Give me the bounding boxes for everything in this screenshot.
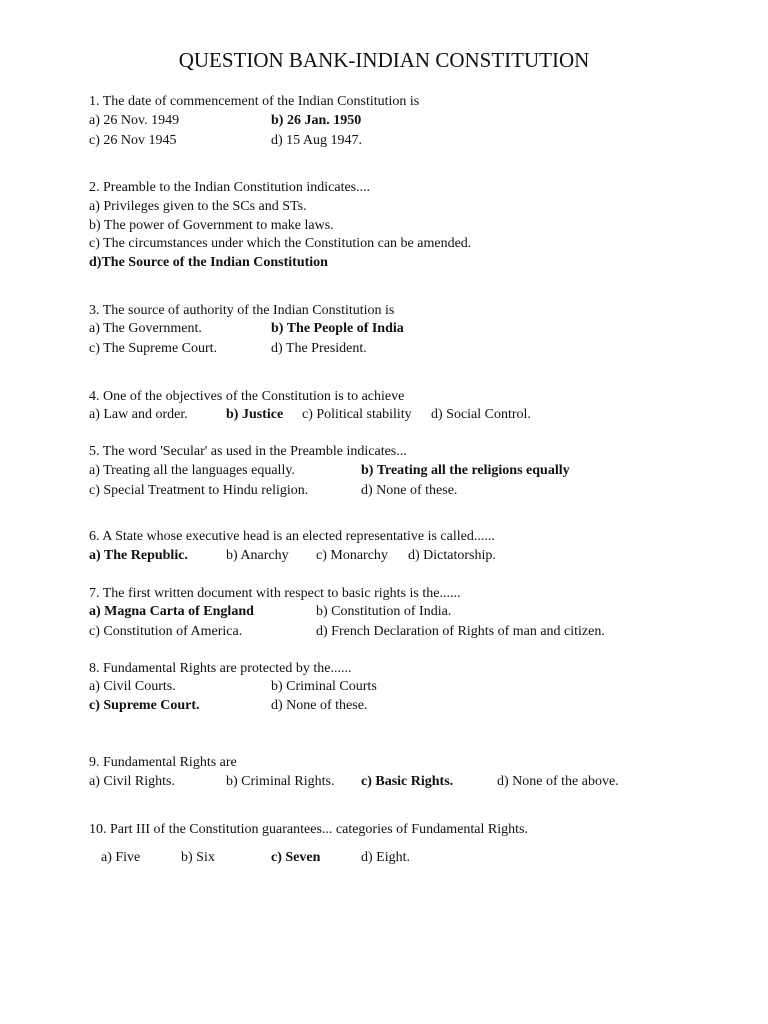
q8-question: 8. Fundamental Rights are protected by the...... — [89, 661, 352, 676]
q7-option-a-answer: a) Magna Carta of England — [89, 604, 254, 619]
q4-option-c: c) Political stability — [302, 407, 412, 422]
q8-option-c-answer: c) Supreme Court. — [89, 698, 200, 713]
q9-option-c-answer: c) Basic Rights. — [361, 774, 454, 789]
q7-option-b: b) Constitution of India. — [316, 604, 452, 619]
q2-option-a: a) Privileges given to the SCs and STs. — [89, 199, 307, 214]
q2-question: 2. Preamble to the Indian Constitution indicates.... — [89, 180, 371, 195]
q3-option-d: d) The President. — [271, 341, 367, 356]
q10-option-d: d) Eight. — [361, 850, 410, 865]
q5-option-b-answer: b) Treating all the religions equally — [361, 463, 570, 478]
q4-question: 4. One of the objectives of the Constitution is to achieve — [89, 389, 405, 404]
q9-question: 9. Fundamental Rights are — [89, 755, 237, 770]
q4-option-b-answer: b) Justice — [226, 407, 284, 422]
q6-option-d: d) Dictatorship. — [408, 548, 496, 563]
document-title: QUESTION BANK-INDIAN CONSTITUTION — [178, 48, 590, 72]
q6-option-b: b) Anarchy — [226, 548, 289, 563]
q8-option-a: a) Civil Courts. — [89, 679, 176, 694]
q9-option-b: b) Criminal Rights. — [226, 774, 335, 789]
q1-question: 1. The date of commencement of the Indian Constitution is — [89, 94, 420, 109]
q2-option-d-answer: d)The Source of the Indian Constitution — [89, 255, 328, 270]
q10-option-c-answer: c) Seven — [271, 850, 321, 865]
q8-option-d: d) None of these. — [271, 698, 368, 713]
q4-option-d: d) Social Control. — [431, 407, 531, 422]
q2-option-b: b) The power of Government to make laws. — [89, 218, 334, 233]
q1-option-b-answer: b) 26 Jan. 1950 — [271, 113, 362, 128]
q3-option-a: a) The Government. — [89, 321, 202, 336]
q7-option-c: c) Constitution of America. — [89, 624, 243, 639]
q6-option-c: c) Monarchy — [316, 548, 388, 563]
q1-option-a: a) 26 Nov. 1949 — [89, 113, 180, 128]
q9-option-d: d) None of the above. — [497, 774, 619, 789]
q5-option-a: a) Treating all the languages equally. — [89, 463, 295, 478]
q3-option-c: c) The Supreme Court. — [89, 341, 218, 356]
q1-option-d: d) 15 Aug 1947. — [271, 133, 362, 148]
q6-option-a-answer: a) The Republic. — [89, 548, 188, 563]
q10-question: 10. Part III of the Constitution guarantees... categories of Fundamental Rights. — [89, 822, 528, 837]
q5-question: 5. The word 'Secular' as used in the Preamble indicates... — [89, 444, 407, 459]
q5-option-c: c) Special Treatment to Hindu religion. — [89, 483, 309, 498]
q3-option-b-answer: b) The People of India — [271, 321, 404, 336]
q4-option-a: a) Law and order. — [89, 407, 188, 422]
q7-option-d: d) French Declaration of Rights of man and citizen. — [316, 624, 605, 639]
q9-option-a: a) Civil Rights. — [89, 774, 175, 789]
q8-option-b: b) Criminal Courts — [271, 679, 377, 694]
q5-option-d: d) None of these. — [361, 483, 458, 498]
q10-option-a: a) Five — [101, 850, 141, 865]
q1-option-c: c) 26 Nov 1945 — [89, 133, 177, 148]
q6-question: 6. A State whose executive head is an elected representative is called...... — [89, 529, 495, 544]
q3-question: 3. The source of authority of the Indian Constitution is — [89, 303, 395, 318]
q2-option-c: c) The circumstances under which the Constitution can be amended. — [89, 236, 472, 251]
q10-option-b: b) Six — [181, 850, 215, 865]
q7-question: 7. The first written document with respect to basic rights is the...... — [89, 586, 461, 601]
